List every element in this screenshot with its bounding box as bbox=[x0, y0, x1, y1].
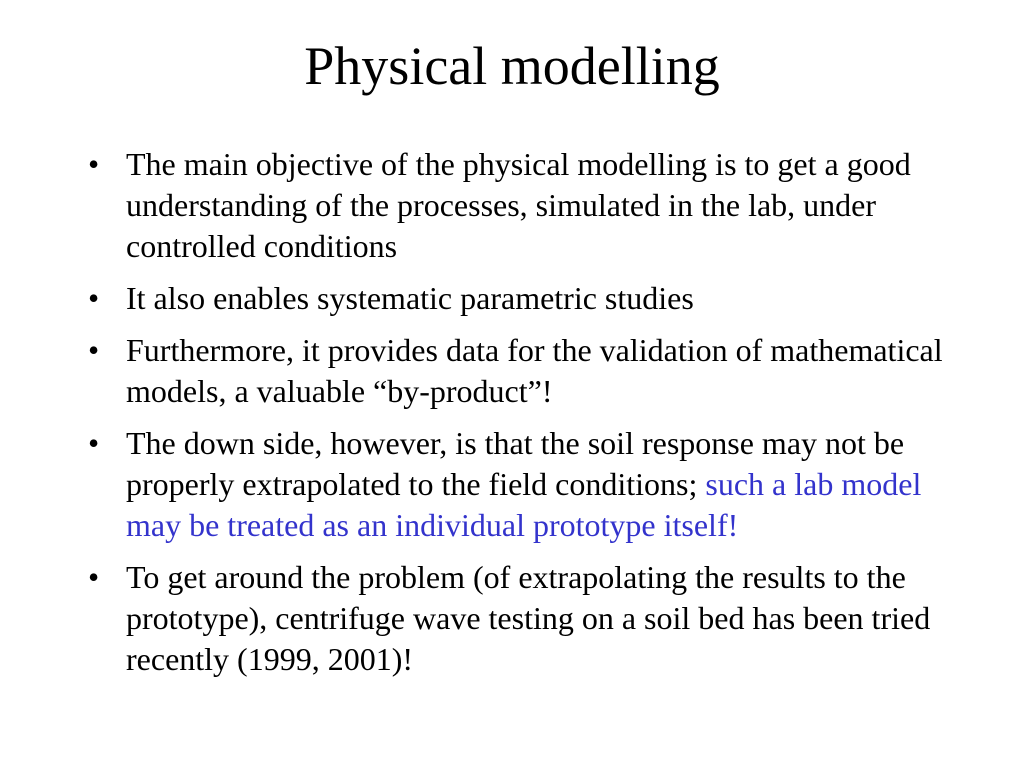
bullet-highlight-text: such a lab model may be treated as an individual prototype itself! bbox=[126, 466, 922, 543]
bullet-marker: • bbox=[88, 332, 100, 368]
bullet-text: The main objective of the physical modelling is to get a good understanding of the processes, simulated in the lab, under controlled conditions bbox=[126, 146, 911, 264]
bullet-item bbox=[84, 557, 944, 680]
bullet-item bbox=[84, 423, 944, 546]
bullet-marker: • bbox=[88, 559, 100, 595]
bullet-marker: • bbox=[88, 146, 100, 182]
bullet-marker: • bbox=[88, 280, 100, 316]
bullet-text: To get around the problem (of extrapolating the results to the prototype), centrifuge wave testing on a soil bed has been tried recently (1999, 2001)! bbox=[126, 559, 931, 677]
slide-title: Physical modelling bbox=[304, 36, 720, 96]
bullet-item bbox=[84, 144, 944, 267]
bullet-text: Furthermore, it provides data for the validation of mathematical models, a valuable “by-product”! bbox=[126, 332, 943, 409]
bullet-item bbox=[84, 330, 944, 412]
bullet-list bbox=[84, 144, 944, 691]
bullet-text: It also enables systematic parametric studies bbox=[126, 280, 694, 316]
bullet-text: The down side, however, is that the soil response may not be properly extrapolated to the field conditions; bbox=[126, 425, 905, 502]
bullet-item bbox=[84, 278, 944, 319]
bullet-marker: • bbox=[88, 425, 100, 461]
